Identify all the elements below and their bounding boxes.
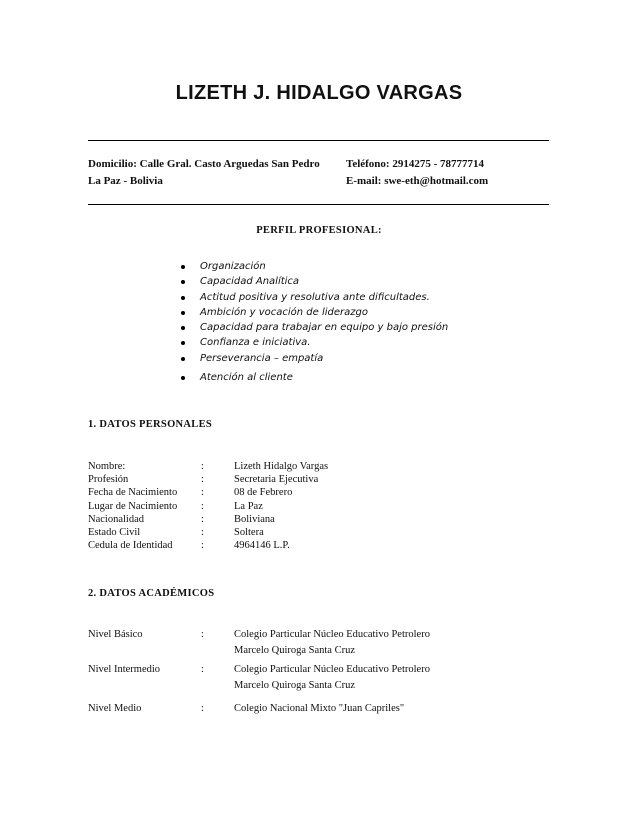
row-label: Nivel Básico [88,629,143,640]
perfil-heading: PERFIL PROFESIONAL: [256,225,382,236]
top-rule [88,140,549,141]
address-line-1: Domicilio: Calle Gral. Casto Arguedas San Pedro [88,158,320,170]
datos-personales-heading: 1. DATOS PERSONALES [88,419,213,430]
address-line-2: La Paz - Bolivia [88,175,163,187]
list-item: Atención al cliente [180,370,448,385]
cv-name-title: LIZETH J. HIDALGO VARGAS [175,82,463,104]
row-value: 4964146 L.P. [234,540,290,552]
row-value-line-1: Colegio Particular Núcleo Educativo Petrolero [234,629,430,640]
row-label: Nacionalidad [88,513,144,525]
row-value: La Paz [234,500,263,512]
row-separator: : [201,513,204,525]
list-item: Ambición y vocación de liderazgo [180,305,448,320]
row-value [234,627,430,658]
list-item: Perseverancia – empatía [180,351,448,366]
row-value: Lizeth Hidalgo Vargas [234,461,329,472]
list-item: Capacidad Analítica [180,274,448,289]
row-label: Cedula de Identidad [88,540,173,552]
row-value: Secretaria Ejecutiva [234,474,319,486]
row-separator: : [201,540,204,552]
row-separator: : [201,664,204,675]
row-separator: : [201,500,204,512]
row-separator: : [201,487,204,499]
row-separator: : [201,461,204,472]
list-item: Confianza e iniciativa. [180,335,448,350]
list-item: Capacidad para trabajar en equipo y bajo presión [180,320,448,335]
row-separator: : [201,526,204,538]
row-label: Nombre: [88,461,126,472]
row-label: Nivel Medio [88,703,142,714]
row-label: Fecha de Nacimiento [88,487,178,499]
row-label: Profesión [88,474,129,486]
row-separator: : [201,703,204,714]
row-value-line-2: Marcelo Quiroga Santa Cruz [234,679,356,691]
datos-academicos-heading: 2. DATOS ACADÉMICOS [88,588,215,599]
row-value [234,701,404,717]
row-value: 08 de Febrero [234,487,293,499]
contact-block [346,156,488,190]
row-value-line-1: Colegio Nacional Mixto "Juan Capriles" [234,703,405,714]
row-value [234,662,430,693]
bottom-rule [88,204,549,205]
address-block [88,156,320,190]
perfil-list [180,259,448,385]
row-separator: : [201,629,204,640]
list-item: Actitud positiva y resolutiva ante dificultades. [180,290,448,305]
row-label: Lugar de Nacimiento [88,500,178,512]
list-item: Organización [180,259,448,274]
row-value-line-2: Marcelo Quiroga Santa Cruz [234,644,356,656]
row-value-line-1: Colegio Particular Núcleo Educativo Petrolero [234,664,430,675]
row-label: Estado Civil [88,526,141,538]
phone-text: Teléfono: 2914275 - 78777714 [346,158,485,170]
row-label: Nivel Intermedio [88,664,161,675]
row-value: Boliviana [234,513,275,525]
row-value: Soltera [234,526,264,538]
email-text: E-mail: swe-eth@hotmail.com [346,175,489,187]
row-separator: : [201,474,204,486]
